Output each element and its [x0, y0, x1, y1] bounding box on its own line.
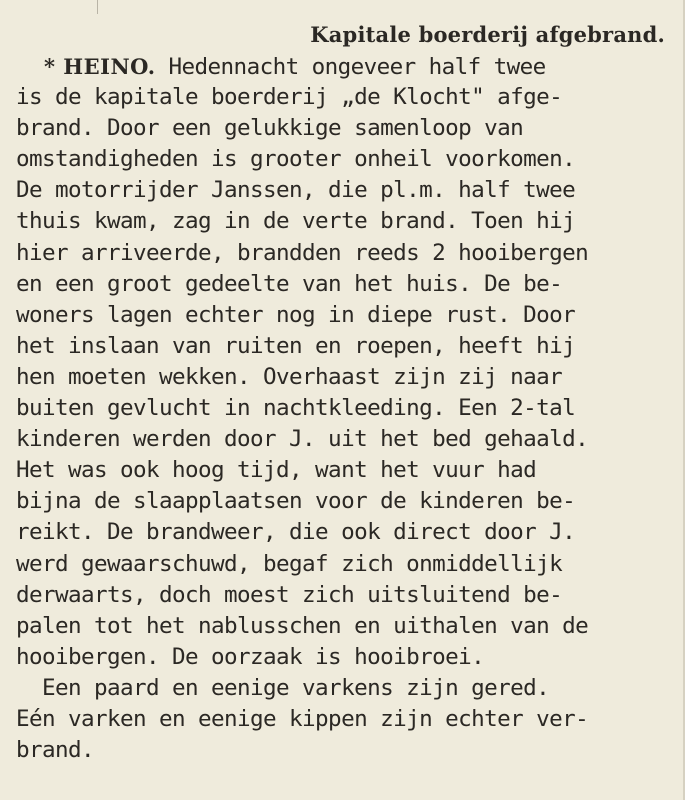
article-line-14: Het was ook hoog tijd, want het vuur had: [16, 457, 537, 484]
article-line-19: palen tot het nablusschen en uithalen van de: [16, 612, 589, 639]
article-line-22: Eén varken en eenige kippen zijn echter ver-: [16, 705, 589, 732]
article-line-13: kinderen werden door J. uit het bed gehaald.: [16, 426, 589, 453]
article-line-8: en een groot gedeelte van het huis. De be-: [16, 270, 563, 297]
fold-line: [97, 0, 98, 14]
article-line-11: hen moeten wekken. Overhaast zijn zij naar: [16, 363, 563, 390]
article-line-1: * HEINO. Hedennacht ongeveer half twee: [44, 54, 546, 80]
article-line-4: omstandigheden is grooter onheil voorkomen.: [16, 146, 576, 173]
article-line-15: bijna de slaapplaatsen voor de kinderen be-: [16, 488, 576, 515]
article-line-21: Een paard en eenige varkens zijn gered.: [16, 674, 550, 701]
article-line-18: derwaarts, doch moest zich uitsluitend be-: [16, 581, 563, 608]
article-line-17: werd gewaarschuwd, begaf zich onmiddellijk: [16, 550, 563, 577]
article-line-20: hooibergen. De oorzaak is hooibroei.: [16, 643, 485, 670]
article-headline: Kapitale boerderij afgebrand.: [310, 22, 665, 47]
article-line-9: woners lagen echter nog in diepe rust. Door: [16, 301, 576, 328]
article-line-6: thuis kwam, zag in de verte brand. Toen hij: [16, 208, 576, 235]
article-dateline: * HEINO.: [44, 54, 156, 79]
article-line-10: het inslaan van ruiten en roepen, heeft hij: [16, 332, 576, 359]
article-line-23: brand.: [16, 737, 95, 764]
article-line-2: is de kapitale boerderij „de Klocht" afge-: [16, 84, 563, 111]
article-line-16: reikt. De brandweer, die ook direct door J.: [16, 519, 576, 546]
article-line-12: buiten gevlucht in nachtkleeding. Een 2-tal: [16, 395, 576, 422]
article-line-7: hier arriveerde, brandden reeds 2 hooibergen: [16, 239, 589, 266]
article-body: [16, 51, 671, 766]
article-line-5: De motorrijder Janssen, die pl.m. half twee: [16, 177, 576, 204]
article-line-3: brand. Door een gelukkige samenloop van: [16, 115, 524, 142]
